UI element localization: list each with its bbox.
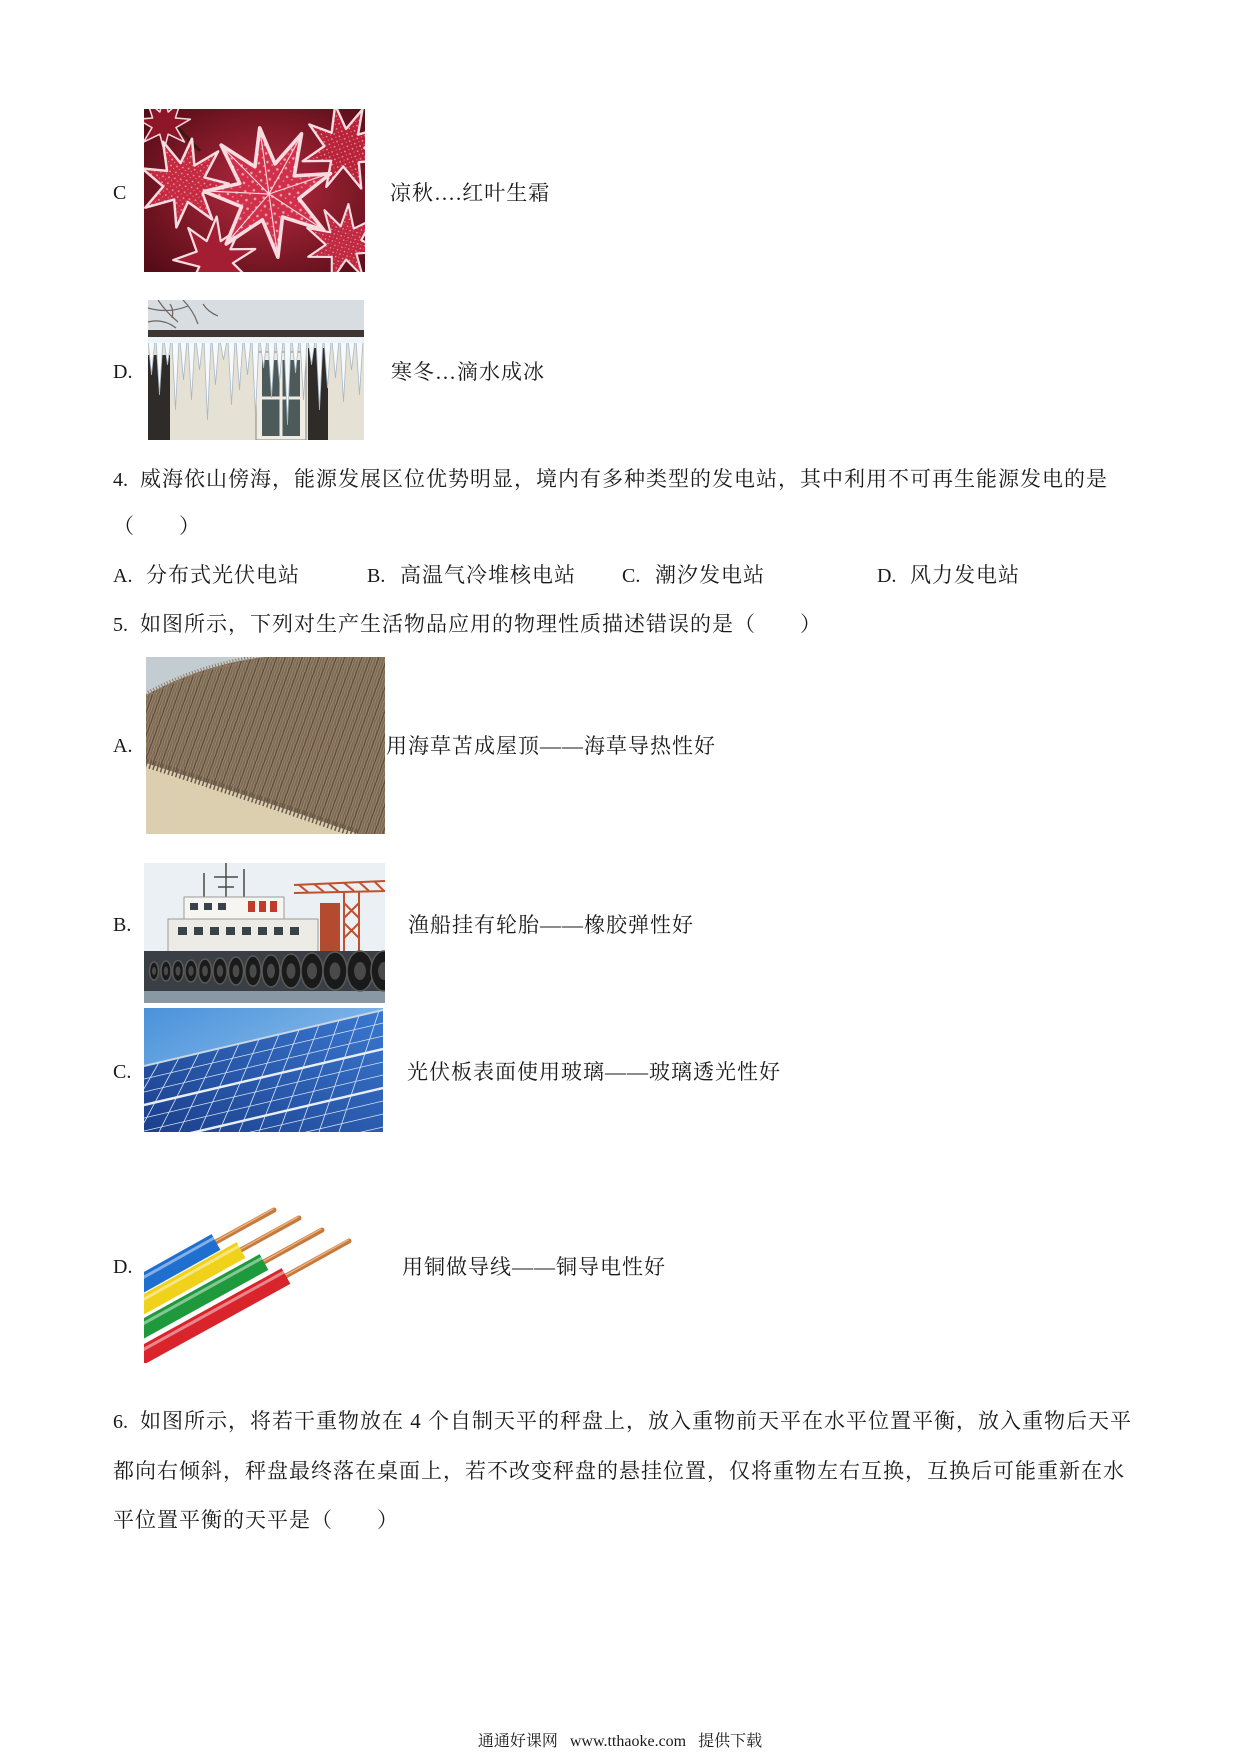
boat-tires-photo (144, 863, 385, 1003)
option-label: A. (113, 735, 133, 757)
option-label: C (113, 182, 127, 204)
footer-site-name: 通通好课网 (477, 1733, 558, 1750)
option-text: 寒冬…滴水成冰 (391, 360, 545, 384)
question-stem-line (113, 610, 822, 639)
option-label: D. (877, 565, 897, 587)
q4-option-c (622, 561, 765, 590)
option-label: C. (113, 1061, 132, 1083)
answer-bracket: （ ） (113, 514, 201, 538)
frosted-red-leaves-photo (144, 109, 365, 272)
option-label: C. (622, 565, 641, 587)
q4-option-a (113, 561, 300, 590)
q4-option-b (367, 561, 576, 590)
solar-panel-photo (144, 1008, 383, 1132)
icicles-photo (148, 300, 364, 440)
question-number: 6. (113, 1411, 128, 1433)
option-text: 渔船挂有轮胎——橡胶弹性好 (408, 913, 694, 937)
option-text: 潮汐发电站 (655, 563, 765, 587)
option-text: 分布式光伏电站 (146, 563, 300, 587)
question-text: 如图所示，下列对生产生活物品应用的物理性质描述错误的是（ ） (140, 612, 822, 636)
thatched-roof-photo (146, 657, 385, 834)
question-text: 如图所示，将若干重物放在 4 个自制天平的秤盘上，放入重物前天平在水平位置平衡，放入重物后天平 (140, 1409, 1132, 1433)
option-text: 凉秋….红叶生霜 (390, 181, 551, 205)
question-number: 4. (113, 469, 128, 491)
option-text: 高温气冷堆核电站 (400, 563, 576, 587)
option-text: 光伏板表面使用玻璃——玻璃透光性好 (407, 1060, 781, 1084)
page-footer (0, 1732, 1240, 1752)
footer-url: www.tthaoke.com (569, 1733, 687, 1750)
question-text: 威海依山傍海，能源发展区位优势明显，境内有多种类型的发电站，其中利用不可再生能源发电的是 (140, 467, 1108, 491)
copper-wires-photo (144, 1204, 357, 1363)
footer-note: 提供下载 (698, 1733, 763, 1750)
question-number: 5. (113, 614, 128, 636)
q4-option-d (877, 561, 1020, 590)
option-label: D. (113, 361, 133, 383)
option-label: A. (113, 565, 133, 587)
option-text: 用海草苫成屋顶——海草导热性好 (386, 734, 716, 758)
option-text: 用铜做导线——铜导电性好 (402, 1255, 666, 1279)
option-label: B. (113, 914, 132, 936)
question-stem-line: 都向右倾斜，秤盘最终落在桌面上，若不改变秤盘的悬挂位置，仅将重物左右互换，互换后可能重新在水 (113, 1459, 1125, 1483)
question-stem-line (113, 1407, 1132, 1436)
option-label: B. (367, 565, 386, 587)
option-label: D. (113, 1256, 133, 1278)
option-text: 风力发电站 (910, 563, 1020, 587)
question-stem-line: 平位置平衡的天平是（ ） (113, 1508, 399, 1532)
question-stem-line (113, 465, 1108, 494)
